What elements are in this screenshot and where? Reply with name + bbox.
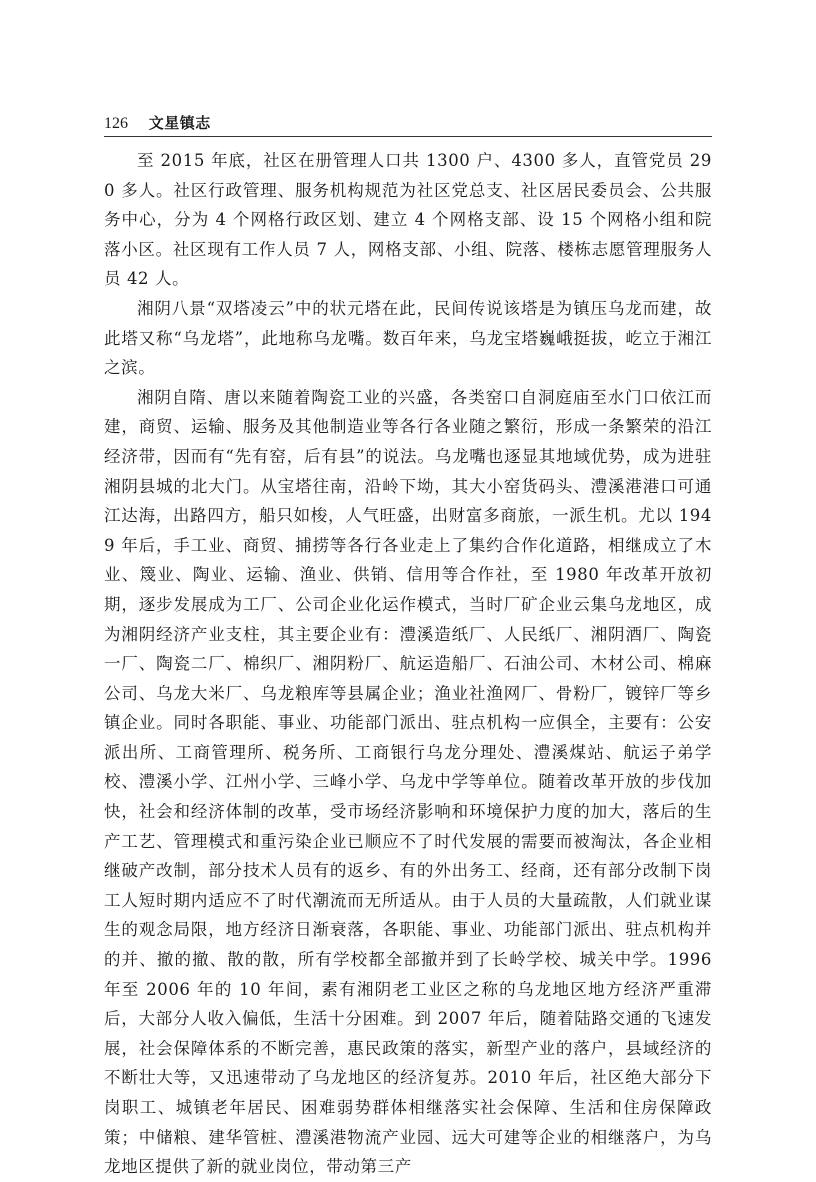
page-number: 126 (104, 115, 128, 132)
running-header (104, 114, 712, 137)
body-text (104, 146, 712, 1182)
paragraph-economic-history: 湘阴自隋、唐以来随着陶瓷工业的兴盛，各类窑口自洞庭庙至水门口依江而建，商贸、运输、服务及其他制造业等各行各业随之繁衍，形成一条繁荣的沿江经济带，因而有“先有窑，后有县”的说法。乌龙嘴也逐显其地域优势，成为进驻湘阴县城的北大门。从宝塔往南，沿岭下坳，其大小窑货码头、澧溪港港口可通江达海，出路四方，船只如梭，人气旺盛，出财富多商旅，一派生机。尤以 1949 年后，手工业、商贸、捕捞等各行各业走上了集约合作化道路，相继成立了木业、篾业、陶业、运输、渔业、供销、信用等合作社，至 1980 年改革开放初期，逐步发展成为工厂、公司企业化运作模式，当时厂矿企业云集乌龙地区，成为湘阴经济产业支柱，其主要企业有：澧溪造纸厂、人民纸厂、湘阴酒厂、陶瓷一厂、陶瓷二厂、棉织厂、湘阴粉厂、航运造船厂、石油公司、木材公司、棉麻公司、乌龙大米厂、乌龙粮库等县属企业；渔业社渔网厂、骨粉厂，镀锌厂等乡镇企业。同时各职能、事业、功能部门派出、驻点机构一应俱全，主要有：公安派出所、工商管理所、税务所、工商银行乌龙分理处、澧溪煤站、航运子弟学校、澧溪小学、江州小学、三峰小学、乌龙中学等单位。随着改革开放的步伐加快，社会和经济体制的改革，受市场经济影响和环境保护力度的加大，落后的生产工艺、管理模式和重污染企业已顺应不了时代发展的需要而被淘汰，各企业相继破产改制，部分技术人员有的返乡、有的外出务工、经商，还有部分改制下岗工人短时期内适应不了时代潮流而无所适从。由于人员的大量疏散，人们就业谋生的观念局限，地方经济日渐衰落，各职能、事业、功能部门派出、驻点机构并的并、撤的撤、散的散，所有学校都全部撤并到了长岭学校、城关中学。1996 年至 2006 年的 10 年间，素有湘阴老工业区之称的乌龙地区地方经济严重滞后，大部分人收入偏低，生活十分困难。到 2007 年后，随着陆路交通的飞速发展，社会保障体系的不断完善，惠民政策的落实，新型产业的落户，县域经济的不断壮大等，又迅速带动了乌龙地区的经济复苏。2010 年后，社区绝大部分下岗职工、城镇老年居民、困难弱势群体相继落实社会保障、生活和住房保障政策；中储粮、建华管桩、澧溪港物流产业园、远大可建等企业的相继落户，为乌龙地区提供了新的就业岗位，带动第三产 (104, 387, 712, 1177)
paragraph-wulong-pagoda: 湘阴八景“双塔凌云”中的状元塔在此，民间传说该塔是为镇压乌龙而建，故此塔又称“乌龙塔”，此地称乌龙嘴。数百年来，乌龙宝塔巍峨挺拔，屹立于湘江之滨。 (104, 298, 712, 378)
paragraph-community-statistics: 至 2015 年底，社区在册管理人口共 1300 户、4300 多人，直管党员 290 多人。社区行政管理、服务机构规范为社区党总支、社区居民委员会、公共服务中心，分为 4 个网格行政区划、建立 4 个网格支部、设 15 个网格小组和院落小区。社区现有工作人员 7 人，网格支部、小组、院落、楼栋志愿管理服务人员 42 人。 (104, 151, 712, 289)
book-title: 文星镇志 (148, 114, 211, 132)
